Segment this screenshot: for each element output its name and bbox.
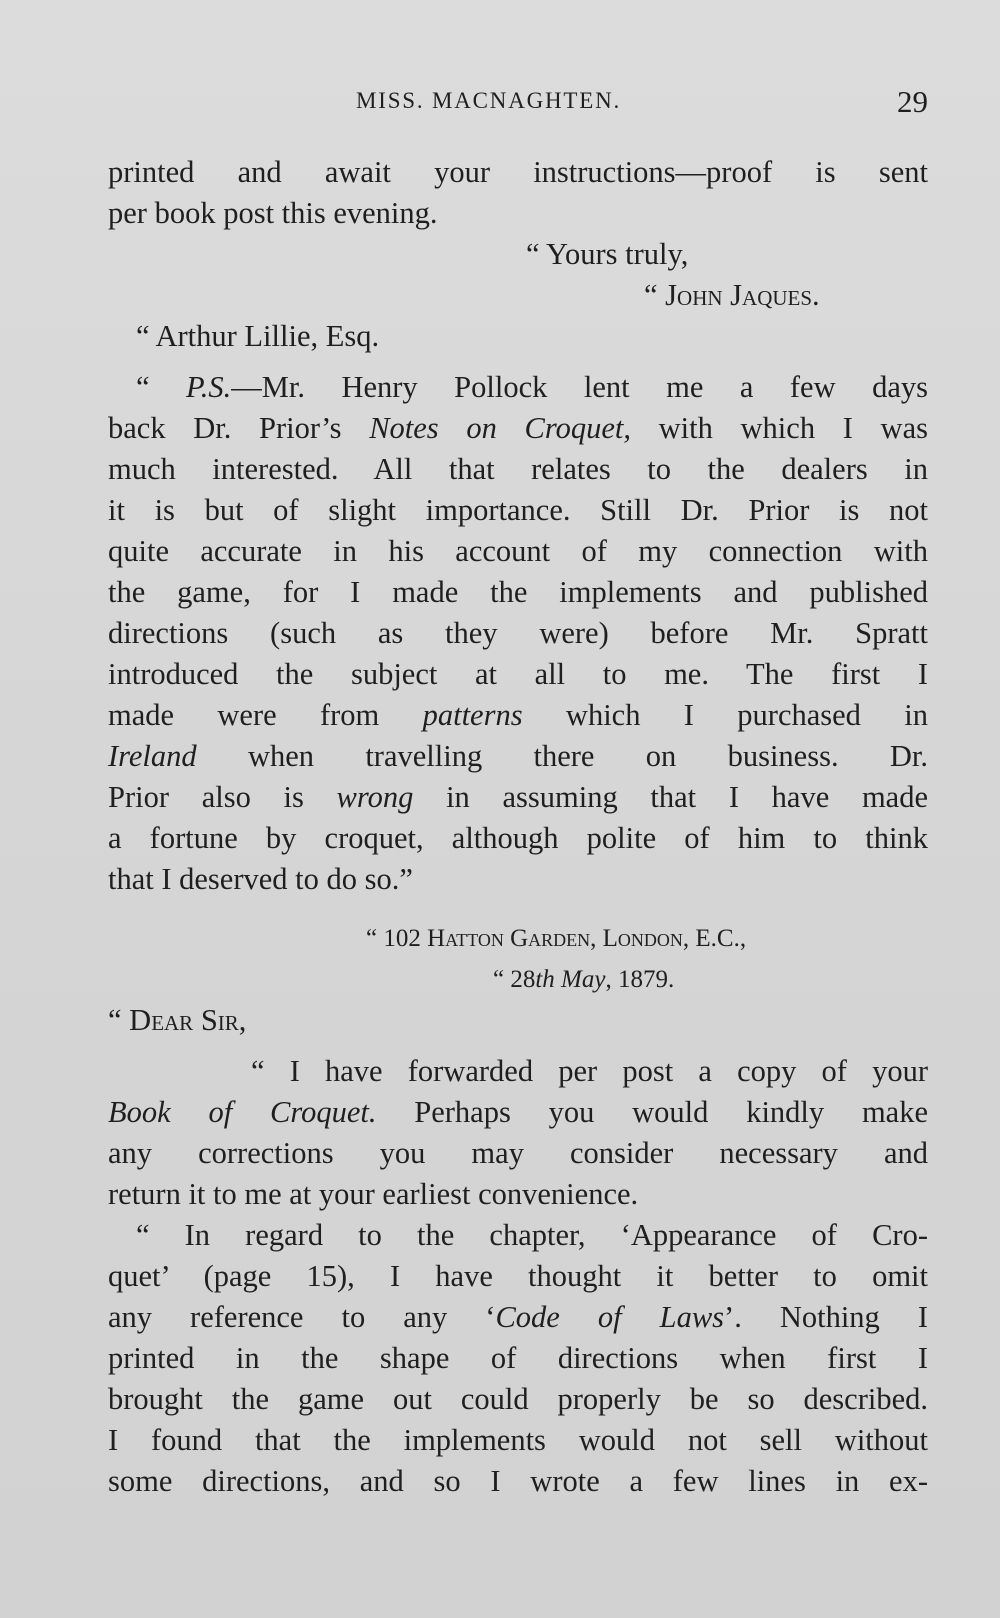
- text-line: some directions, and so I wrote a few lines in ex-: [108, 1464, 928, 1498]
- page-header: [108, 84, 928, 128]
- text-line: return it to me at your earliest convenience.: [108, 1177, 639, 1211]
- text-segment-italic: patterns: [422, 698, 523, 732]
- addressee-line: “ Arthur Lillie, Esq.: [136, 319, 380, 353]
- text-line: that I deserved to do so.”: [108, 862, 413, 896]
- text-line: quite accurate in his account of my connection with: [108, 534, 928, 568]
- text-line: “ In regard to the chapter, ‘Appearance of Cro-: [136, 1218, 928, 1252]
- text-line: [108, 408, 928, 449]
- text-line: brought the game out could properly be so described.: [108, 1382, 928, 1416]
- text-segment: “ 28: [493, 966, 536, 993]
- text-line: any corrections you may consider necessary and: [108, 1136, 928, 1170]
- text-line: [108, 1092, 928, 1133]
- text-line: introduced the subject at all to me. The first I: [108, 657, 928, 691]
- text-segment-italic: Notes on Croquet,: [369, 411, 631, 445]
- text-line: a fortune by croquet, although polite of him to think: [108, 821, 928, 855]
- text-segment-italic: P.S.: [186, 370, 232, 404]
- letter-date: [108, 959, 928, 1000]
- text-segment-italic: Code of Laws: [495, 1300, 725, 1334]
- text-segment: which I purchased in: [522, 698, 928, 732]
- text-segment: made were from: [108, 698, 423, 732]
- text-segment: , 1879.: [605, 966, 675, 993]
- text-line: [108, 367, 928, 408]
- text-segment-italic: Ireland: [108, 739, 197, 773]
- text-segment-italic: th May: [535, 966, 606, 993]
- text-line: [108, 777, 928, 818]
- text-line: it is but of slight importance. Still Dr. Prior is not: [108, 493, 928, 527]
- text-segment: Perhaps you would kindly make: [376, 1095, 928, 1129]
- letter-closing: “ Yours truly,: [526, 237, 689, 271]
- text-line: per book post this evening.: [108, 196, 438, 230]
- letter-signature: “ John Jaques.: [644, 278, 820, 312]
- text-segment: ’. Nothing I: [724, 1300, 928, 1334]
- spacer: [108, 1041, 928, 1051]
- text-line: printed in the shape of directions when first I: [108, 1341, 928, 1375]
- text-segment: Prior also is: [108, 780, 337, 814]
- letter-salutation: “ Dear Sir,: [108, 1003, 247, 1037]
- text-line: [108, 736, 928, 777]
- page-number: 29: [897, 84, 928, 119]
- text-line: much interested. All that relates to the dealers in: [108, 452, 928, 486]
- spacer: [108, 900, 928, 918]
- running-head: MISS. MACNAGHTEN.: [356, 88, 622, 113]
- page-body-text: [108, 152, 928, 1502]
- text-line: printed and await your instructions—proof is sent: [108, 155, 928, 189]
- text-line: quet’ (page 15), I have thought it better to omit: [108, 1259, 928, 1293]
- spacer: [108, 357, 928, 367]
- text-segment: when travelling there on business. Dr.: [196, 739, 928, 773]
- text-segment-italic: Book of Croquet.: [108, 1095, 377, 1129]
- text-line: the game, for I made the implements and published: [108, 575, 928, 609]
- letter-address: “ 102 Hatton Garden, London, E.C.,: [366, 925, 747, 952]
- text-segment-italic: wrong: [336, 780, 414, 814]
- text-segment: —Mr. Henry Pollock lent me a few days: [231, 370, 929, 404]
- text-line: directions (such as they were) before Mr. Spratt: [108, 616, 928, 650]
- text-segment: with which I was: [630, 411, 928, 445]
- text-segment: any reference to any ‘: [108, 1300, 496, 1334]
- text-line: [108, 695, 928, 736]
- text-line: I found that the implements would not sell without: [108, 1423, 928, 1457]
- text-line: [108, 1297, 928, 1338]
- text-segment: back Dr. Prior’s: [108, 411, 370, 445]
- text-line: “ I have forwarded per post a copy of your: [251, 1054, 928, 1088]
- text-segment: “: [136, 370, 187, 404]
- text-segment: in assuming that I have made: [413, 780, 928, 814]
